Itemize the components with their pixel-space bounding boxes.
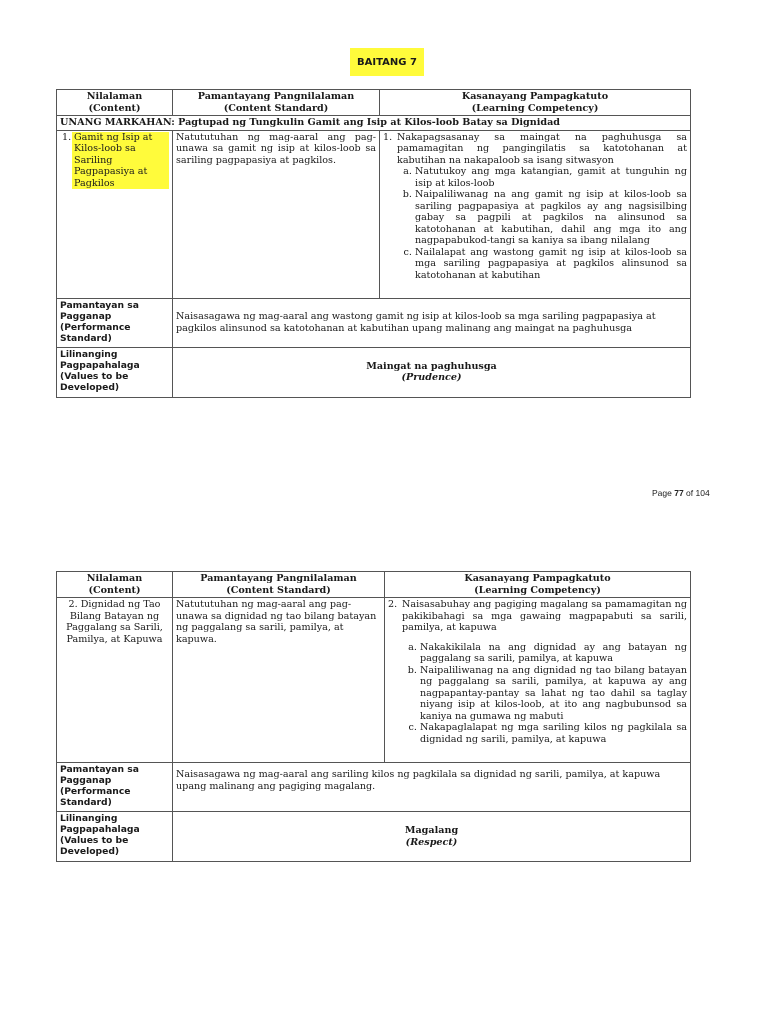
header-learning-competency: Kasanayang Pampagkatuto (Learning Competency) xyxy=(380,90,691,116)
performance-row xyxy=(57,763,691,812)
list-item: c. Nailalapat ang wastong gamit ng isip at kilos-loob sa mga sariling pagpapasiya at pagkilos alinsunod sa katotohanan at kabutihan xyxy=(415,247,687,282)
competency-cell xyxy=(380,130,691,298)
values-label: Lilinanging Pagpapahalaga (Values to be Developed) xyxy=(57,347,173,397)
content-row xyxy=(57,130,691,298)
competency-text: Nakapagsasanay sa maingat na paghuhusga sa pamamagitan ng pangingilatis sa katotohanan at kabutihan na nakapaloob sa isang sitwasyon xyxy=(397,131,687,166)
list-item: a. Natutukoy ang mga katangian, gamit at tunguhin ng isip at kilos-loob xyxy=(415,166,687,189)
grade-label: BAITANG 7 xyxy=(350,48,424,76)
competency-list xyxy=(388,642,687,746)
list-item: a. Nakakikilala na ang dignidad ay ang batayan ng paggalang sa sarili, pamilya, at kapuwa xyxy=(420,642,687,665)
content-topic: Gamit ng Isip at Kilos-loob sa Sariling Pagpapasiya at Pagkilos xyxy=(72,132,169,190)
list-item: b. Naipaliliwanag na ang gamit ng isip at kilos-loob sa sariling pagpapasiya at pagkilos ay ang nagsisilbing gabay sa pagpili at pagkilos na alinsunod sa katotohanan at kabutihan, dahil ang mga ito ang nagpapabukod-tangi sa kaniya sa ibang nilalang xyxy=(415,189,687,247)
header-content-standard: Pamantayang Pangnilalaman (Content Standard) xyxy=(173,90,380,116)
list-item: c. Nakapaglalapat ng mga sariling kilos ng pagkilala sa dignidad ng sarili, pamilya, at kapuwa xyxy=(420,722,687,745)
value-to-develop: Magalang (Respect) xyxy=(173,812,691,862)
values-row xyxy=(57,812,691,862)
performance-label: Pamantayan sa Pagganap (Performance Standard) xyxy=(57,763,173,812)
list-item: b. Naipaliliwanag na ang dignidad ng tao bilang batayan ng paggalang sa sarili, pamilya, at kapuwa ay ang nagpapantay-pantay sa lahat ng tao dahil sa taglay niyang isip at kilos-loob, at ito ang nagbubunsod sa kaniya na gumawa ng mabuti xyxy=(420,665,687,723)
header-content: Nilalaman (Content) xyxy=(57,572,173,598)
values-row xyxy=(57,347,691,397)
value-to-develop: Maingat na paghuhusga (Prudence) xyxy=(173,347,691,397)
header-content-standard: Pamantayang Pangnilalaman (Content Standard) xyxy=(173,572,385,598)
content-standard-cell: Natututuhan ng mag-aaral ang pag-unawa sa gamit ng isip at kilos-loob sa sariling pagpapasiya at pagkilos. xyxy=(173,130,380,298)
performance-standard: Naisasagawa ng mag-aaral ang wastong gamit ng isip at kilos-loob sa mga sariling pagpapasiya at pagkilos alinsunod sa katotohanan at kabutihan upang malinang ang maingat na paghuhusga xyxy=(173,298,691,347)
competency-cell xyxy=(385,598,691,763)
page-number: Page 77 of 104 xyxy=(652,488,710,498)
content-topic: 2. Dignidad ng Tao Bilang Batayan ng Paggalang sa Sarili, Pamilya, at Kapuwa xyxy=(57,598,173,763)
header-learning-competency: Kasanayang Pampagkatuto (Learning Competency) xyxy=(385,572,691,598)
curriculum-table-2 xyxy=(56,571,691,862)
values-label: Lilinanging Pagpapahalaga (Values to be Developed) xyxy=(57,812,173,862)
competency-text: Naisasabuhay ang pagiging magalang sa pamamagitan ng pakikibahagi sa mga gawaing magpapabuti sa sarili, pamilya, at kapuwa xyxy=(402,599,687,633)
quarter-title: UNANG MARKAHAN: Pagtupad ng Tungkulin Gamit ang Isip at Kilos-loob Batay sa Dignidad xyxy=(57,116,691,131)
content-standard-cell: Natututuhan ng mag-aaral ang pag-unawa sa dignidad ng tao bilang batayan ng paggalang sa sarili, pamilya, at kapuwa. xyxy=(173,598,385,763)
performance-label: Pamantayan sa Pagganap (Performance Standard) xyxy=(57,298,173,347)
performance-row xyxy=(57,298,691,347)
header-content: Nilalaman (Content) xyxy=(57,90,173,116)
content-row xyxy=(57,598,691,763)
curriculum-table-1 xyxy=(56,89,691,398)
competency-number: 1. xyxy=(383,131,393,143)
content-number: 1. xyxy=(62,131,72,143)
content-cell xyxy=(57,130,173,298)
competency-number: 2. xyxy=(388,599,398,610)
table-header-row xyxy=(57,572,691,598)
performance-standard: Naisasagawa ng mag-aaral ang sariling kilos ng pagkilala sa dignidad ng sarili, pamilya, at kapuwa upang malinang ang pagiging magalang. xyxy=(173,763,691,812)
competency-list xyxy=(383,166,687,281)
table-header-row xyxy=(57,90,691,116)
